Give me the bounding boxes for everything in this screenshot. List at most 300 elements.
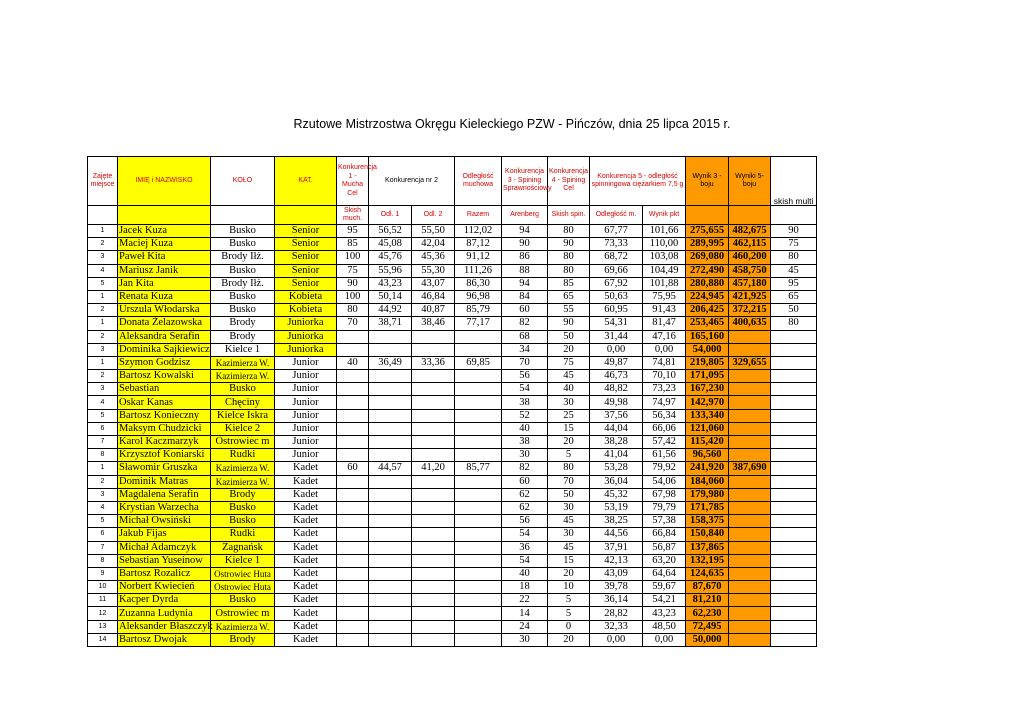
table-cell-odl1 [369, 370, 412, 383]
table-cell-name: Krzysztof Koniarski [118, 449, 211, 462]
table-cell-odl2 [412, 594, 455, 607]
sub-k4: Skish spin. [548, 206, 590, 225]
table-cell-odl1 [369, 396, 412, 409]
table-cell-k5-points: 74,97 [643, 396, 686, 409]
table-cell-extra: 80 [771, 251, 817, 264]
table-cell-k5-points: 64,64 [643, 567, 686, 580]
table-cell-k5-distance: 67,77 [590, 225, 643, 238]
table-cell-name: Zuzanna Ludynia [118, 607, 211, 620]
table-cell-k5-distance: 36,04 [590, 475, 643, 488]
table-cell-razem [455, 436, 502, 449]
table-cell-result-5 [729, 554, 771, 567]
table-row [88, 620, 817, 633]
table-row [88, 238, 817, 251]
table-cell-k4: 80 [548, 251, 590, 264]
table-cell-category: Kadet [275, 607, 337, 620]
table-cell-k5-points: 101,66 [643, 225, 686, 238]
table-cell-name: Urszula Włodarska [118, 304, 211, 317]
table-cell-k1: 90 [337, 277, 369, 290]
table-cell-k5-points: 57,38 [643, 515, 686, 528]
table-row [88, 251, 817, 264]
table-cell-name: Aleksander Błaszczyk [119, 620, 213, 632]
table-cell-result-3: 87,670 [686, 581, 729, 594]
table-cell-k4: 90 [548, 238, 590, 251]
table-cell-category: Junior [275, 436, 337, 449]
table-cell-club: Ostrowiec m [211, 607, 275, 620]
table-cell-k3: 54 [502, 528, 548, 541]
table-cell-razem: 91,12 [455, 251, 502, 264]
table-cell-k3: 84 [502, 290, 548, 303]
table-cell-club: Busko [211, 264, 275, 277]
table-row [88, 515, 817, 528]
table-cell-odl2 [412, 330, 455, 343]
table-cell-place: 1 [88, 317, 118, 330]
table-cell-odl2 [412, 528, 455, 541]
table-cell-result-3: 124,635 [686, 567, 729, 580]
table-cell-extra [771, 567, 817, 580]
table-cell-k5-points: 66,84 [643, 528, 686, 541]
table-cell-k3: 52 [502, 409, 548, 422]
table-cell-extra [771, 488, 817, 501]
table-cell-k1: 80 [337, 304, 369, 317]
table-cell-k3: 18 [502, 581, 548, 594]
table-cell-extra [771, 356, 817, 369]
table-cell-k3: 86 [502, 251, 548, 264]
table-cell-result-3: 253,465 [686, 317, 729, 330]
table-cell-k3: 40 [502, 567, 548, 580]
table-cell-club: Brody Iłż. [211, 277, 275, 290]
table-cell-odl1 [369, 343, 412, 356]
table-cell-razem [455, 515, 502, 528]
table-cell-k1 [337, 330, 369, 343]
table-cell-odl2: 38,46 [412, 317, 455, 330]
table-cell-name: Jan Kita [118, 277, 211, 290]
table-cell-k5-distance: 42,13 [590, 554, 643, 567]
table-cell-club: Busko [211, 383, 275, 396]
table-cell-k4: 80 [548, 462, 590, 475]
table-cell-k4: 80 [548, 264, 590, 277]
table-cell-k3: 38 [502, 396, 548, 409]
table-cell-k5-distance: 37,56 [590, 409, 643, 422]
table-cell-extra [771, 449, 817, 462]
table-cell-result-3: 137,865 [686, 541, 729, 554]
table-cell-club: Brody [211, 317, 275, 330]
table-cell-odl2 [412, 370, 455, 383]
table-cell-k5-distance: 50,63 [590, 290, 643, 303]
table-cell-odl2 [412, 501, 455, 514]
table-cell-k5-distance: 49,98 [590, 396, 643, 409]
sub-k5b: Wynik pkt [643, 206, 686, 225]
header-category: KAT. [275, 157, 337, 206]
table-cell-k1 [337, 409, 369, 422]
table-cell-k5-points: 67,98 [643, 488, 686, 501]
table-cell-k1: 100 [337, 251, 369, 264]
header-club: KOŁO [211, 157, 275, 206]
table-cell-club: Kielce 2 [211, 422, 275, 435]
table-cell-odl1 [369, 330, 412, 343]
table-cell-k5-distance: 41,04 [590, 449, 643, 462]
table-cell-name: Sebastian Yuseinow [118, 554, 211, 567]
sub-k3: Arenberg [502, 206, 548, 225]
table-row [88, 330, 817, 343]
table-cell-k1: 85 [337, 238, 369, 251]
table-cell-category: Senior [275, 264, 337, 277]
table-cell-k1 [337, 343, 369, 356]
table-cell-name: Karol Kaczmarzyk [118, 436, 211, 449]
table-cell-k5-distance: 44,04 [590, 422, 643, 435]
table-cell-k3: 68 [502, 330, 548, 343]
table-cell-odl1 [369, 554, 412, 567]
header-k2-distance: Odległość muchowa [455, 157, 502, 206]
table-cell-result-3: 150,840 [686, 528, 729, 541]
table-cell-k4: 15 [548, 422, 590, 435]
table-cell-odl1: 55,96 [369, 264, 412, 277]
table-cell-result-5 [729, 343, 771, 356]
table-cell-k3: 22 [502, 594, 548, 607]
table-cell-result-3: 165,160 [686, 330, 729, 343]
table-cell-k3: 82 [502, 462, 548, 475]
table-cell-odl2 [412, 541, 455, 554]
table-cell-name: Maciej Kuza [118, 238, 211, 251]
table-cell-k3: 14 [502, 607, 548, 620]
table-cell-category: Senior [275, 238, 337, 251]
table-cell-odl2: 42,04 [412, 238, 455, 251]
table-cell-k5-distance: 39,78 [590, 581, 643, 594]
table-cell-club: Brody [211, 330, 275, 343]
table-cell-odl1: 50,14 [369, 290, 412, 303]
table-cell-k3: 40 [502, 422, 548, 435]
table-cell-k1 [337, 594, 369, 607]
table-row [88, 607, 817, 620]
table-cell-k1: 95 [337, 225, 369, 238]
table-cell-extra [771, 501, 817, 514]
table-cell-result-5 [729, 409, 771, 422]
table-row [88, 594, 817, 607]
table-cell-k5-points: 54,06 [643, 475, 686, 488]
table-row [88, 462, 817, 475]
table-cell-category: Juniorka [275, 343, 337, 356]
table-cell-result-5 [729, 567, 771, 580]
table-cell-place: 5 [88, 409, 118, 422]
table-cell-odl2: 45,36 [412, 251, 455, 264]
table-cell-result-3: 275,655 [686, 225, 729, 238]
table-cell-razem [455, 541, 502, 554]
table-cell-category: Kadet [275, 515, 337, 528]
table-cell-k3: 54 [502, 554, 548, 567]
table-cell-k4: 85 [548, 277, 590, 290]
table-cell-category: Kadet [275, 620, 337, 633]
table-cell-extra: 45 [771, 264, 817, 277]
table-cell-k5-points: 74,81 [643, 356, 686, 369]
table-cell-extra [771, 515, 817, 528]
table-cell-category: Kadet [275, 594, 337, 607]
table-cell-k3: 70 [502, 356, 548, 369]
table-cell-odl1: 45,76 [369, 251, 412, 264]
table-cell-k1 [337, 541, 369, 554]
table-cell-result-5 [729, 383, 771, 396]
table-row [88, 383, 817, 396]
table-cell-place: 4 [88, 396, 118, 409]
table-cell-category: Kadet [275, 581, 337, 594]
table-cell-k5-distance: 32,33 [590, 620, 643, 633]
table-row [88, 528, 817, 541]
table-cell-name: Jakub Fijas [118, 528, 211, 541]
table-cell-k5-points: 57,42 [643, 436, 686, 449]
table-cell-k5-distance: 0,00 [590, 633, 643, 646]
table-cell-result-5 [729, 330, 771, 343]
table-cell-k4: 45 [548, 541, 590, 554]
table-cell-k5-points: 56,34 [643, 409, 686, 422]
table-cell-odl2 [412, 449, 455, 462]
table-cell-place: 7 [88, 436, 118, 449]
table-cell-k5-points: 43,23 [643, 607, 686, 620]
table-row [88, 501, 817, 514]
table-cell-k5-distance: 49,87 [590, 356, 643, 369]
table-cell-k1 [337, 370, 369, 383]
table-cell-result-3: 171,095 [686, 370, 729, 383]
table-cell-odl2 [412, 409, 455, 422]
table-cell-k4: 15 [548, 554, 590, 567]
table-cell-k3: 82 [502, 317, 548, 330]
table-cell-k1 [337, 436, 369, 449]
table-cell-result-3: 241,920 [686, 462, 729, 475]
table-cell-k4: 50 [548, 488, 590, 501]
table-cell-razem: 86,30 [455, 277, 502, 290]
table-cell-extra: 95 [771, 277, 817, 290]
table-cell-extra [771, 541, 817, 554]
table-cell-name: Bartosz Konieczny [118, 409, 211, 422]
table-cell-name: Paweł Kita [118, 251, 211, 264]
table-cell-place: 12 [88, 607, 118, 620]
table-cell-k4: 45 [548, 515, 590, 528]
table-cell-name: Mariusz Janik [118, 264, 211, 277]
table-cell-category: Senior [275, 277, 337, 290]
table-cell-razem [455, 396, 502, 409]
table-cell-k3: 88 [502, 264, 548, 277]
table-cell-k5-points: 79,92 [643, 462, 686, 475]
table-cell-category: Junior [275, 422, 337, 435]
table-cell-k1 [337, 488, 369, 501]
table-row [88, 277, 817, 290]
table-cell-result-3: 224,945 [686, 290, 729, 303]
table-cell-result-5 [729, 475, 771, 488]
table-cell-k4: 30 [548, 528, 590, 541]
table-cell-k3: 94 [502, 225, 548, 238]
table-cell-result-5 [729, 541, 771, 554]
table-cell-name: Bartosz Kowalski [118, 370, 211, 383]
table-cell-k1 [337, 567, 369, 580]
table-cell-club: Busko [211, 238, 275, 251]
table-cell-place: 3 [88, 251, 118, 264]
table-cell-k5-points: 73,23 [643, 383, 686, 396]
table-cell-extra [771, 607, 817, 620]
table-cell-k5-distance: 69,66 [590, 264, 643, 277]
subheader-row [88, 206, 817, 225]
table-cell-k5-points: 81,47 [643, 317, 686, 330]
table-cell-result-5 [729, 422, 771, 435]
header-k3: Konkurencja 3 - Spining Sprawnościowy [502, 157, 548, 206]
table-cell-place: 2 [88, 304, 118, 317]
table-cell-extra [771, 330, 817, 343]
table-cell-category: Kadet [275, 528, 337, 541]
table-cell-k4: 90 [548, 317, 590, 330]
table-cell-k5-distance: 60,95 [590, 304, 643, 317]
table-cell-k1: 60 [337, 462, 369, 475]
table-cell-odl2 [412, 396, 455, 409]
table-cell-razem [455, 449, 502, 462]
table-cell-k1 [337, 449, 369, 462]
table-cell-k4: 20 [548, 436, 590, 449]
table-cell-extra [771, 462, 817, 475]
table-cell-club: Busko [211, 304, 275, 317]
table-cell-k3: 36 [502, 541, 548, 554]
table-cell-place: 11 [88, 594, 118, 607]
table-cell-odl1 [369, 607, 412, 620]
table-cell-club: Rudki [211, 449, 275, 462]
page-title: Rzutowe Mistrzostwa Okręgu Kieleckiego PZW - Pińczów, dnia 25 lipca 2015 r. [293, 117, 731, 131]
table-cell-name: Sławomir Gruszka [118, 462, 211, 475]
table-cell-result-3: 72,495 [686, 620, 729, 633]
table-cell-k4: 20 [548, 567, 590, 580]
table-cell-place: 14 [88, 633, 118, 646]
table-cell-odl2 [412, 581, 455, 594]
table-row [88, 581, 817, 594]
table-cell-k4: 45 [548, 370, 590, 383]
table-cell-club: Busko [211, 501, 275, 514]
table-row [88, 475, 817, 488]
table-cell-odl2 [412, 515, 455, 528]
table-cell-k3: 54 [502, 383, 548, 396]
table-cell-place: 10 [88, 581, 118, 594]
results-table [87, 156, 817, 647]
table-cell-odl1 [369, 488, 412, 501]
table-cell-k5-points: 0,00 [643, 343, 686, 356]
table-cell-category: Senior [275, 251, 337, 264]
table-cell-club: Kielce 1 [211, 554, 275, 567]
sub-k2a: Odl. 1 [369, 206, 412, 225]
table-cell-category: Junior [275, 449, 337, 462]
table-cell-category: Kadet [275, 488, 337, 501]
table-cell-odl1 [369, 436, 412, 449]
table-cell-extra [771, 343, 817, 356]
table-cell-k4: 20 [548, 343, 590, 356]
table-cell-k1 [337, 383, 369, 396]
table-cell-k5-distance: 68,72 [590, 251, 643, 264]
table-cell-k3: 30 [502, 633, 548, 646]
table-cell-k3: 56 [502, 370, 548, 383]
table-cell-k5-points: 104,49 [643, 264, 686, 277]
table-cell-odl1: 38,71 [369, 317, 412, 330]
table-cell-result-3: 280,880 [686, 277, 729, 290]
table-cell-k4: 75 [548, 356, 590, 369]
table-cell-odl1 [369, 541, 412, 554]
table-cell-club: Kazimierza W. [211, 462, 275, 475]
table-row [88, 396, 817, 409]
table-cell-k3: 90 [502, 238, 548, 251]
table-cell-k5-distance: 48,82 [590, 383, 643, 396]
table-cell-place: 5 [88, 277, 118, 290]
table-cell-name: Kacper Dyrda [118, 594, 211, 607]
table-cell-club: Busko [211, 225, 275, 238]
header-k5: Konkurencja 5 - odległość spinningowa ciężarkiem 7,5 g [590, 157, 686, 206]
table-cell-k5-distance: 37,91 [590, 541, 643, 554]
table-cell-extra: 50 [771, 304, 817, 317]
table-cell-k1 [337, 422, 369, 435]
table-cell-name: Norbert Kwiecień [118, 581, 211, 594]
table-cell-name: Aleksandra Serafin [118, 330, 211, 343]
table-cell-k5-distance: 54,31 [590, 317, 643, 330]
table-cell-razem: 96,98 [455, 290, 502, 303]
table-cell-k1 [337, 620, 369, 633]
table-row [88, 304, 817, 317]
table-cell-place: 9 [88, 567, 118, 580]
table-cell-razem [455, 554, 502, 567]
sub-k2b: Odl. 2 [412, 206, 455, 225]
table-cell-odl1: 43,23 [369, 277, 412, 290]
table-cell-odl1 [369, 515, 412, 528]
table-cell-k5-distance: 53,28 [590, 462, 643, 475]
table-cell-name: Sebastian [118, 383, 211, 396]
header-extra: skish multi [771, 157, 817, 206]
table-cell-razem: 111,26 [455, 264, 502, 277]
table-cell-result-5: 482,675 [729, 225, 771, 238]
table-cell-category: Kobieta [275, 304, 337, 317]
table-cell-extra [771, 422, 817, 435]
table-cell-k1 [337, 554, 369, 567]
table-cell-k5-points: 79,79 [643, 501, 686, 514]
table-cell-odl1 [369, 475, 412, 488]
table-cell-place: 2 [88, 330, 118, 343]
table-cell-result-5 [729, 396, 771, 409]
table-cell-k3: 56 [502, 515, 548, 528]
header-k4: Konkurencja 4 - Spining Cel [548, 157, 590, 206]
table-row [88, 541, 817, 554]
table-cell-odl1 [369, 581, 412, 594]
table-cell-k5-points: 48,50 [643, 620, 686, 633]
table-cell-place: 2 [88, 238, 118, 251]
table-cell-name: Michał Owsiński [118, 515, 211, 528]
table-cell-club: Brody Iłż. [211, 251, 275, 264]
table-cell-club: Kazimierza W. [211, 620, 275, 633]
table-row [88, 409, 817, 422]
table-cell-club: Ostrowiec Huta [211, 581, 275, 594]
table-cell-result-3: 272,490 [686, 264, 729, 277]
table-cell-place: 3 [88, 383, 118, 396]
table-cell-odl2: 41,20 [412, 462, 455, 475]
table-cell-razem [455, 528, 502, 541]
table-cell-k4: 40 [548, 383, 590, 396]
table-cell-name: Magdalena Serafin [118, 488, 211, 501]
table-cell-k4: 50 [548, 330, 590, 343]
table-cell-result-3: 219,805 [686, 356, 729, 369]
table-cell-k5-distance: 36,14 [590, 594, 643, 607]
table-cell-category: Juniorka [275, 330, 337, 343]
table-cell-razem: 112,02 [455, 225, 502, 238]
table-row [88, 225, 817, 238]
table-cell-category: Senior [275, 225, 337, 238]
table-cell-club: Rudki [211, 528, 275, 541]
header-k2: Konkurencja nr 2 [369, 157, 455, 206]
table-cell-result-3: 289,995 [686, 238, 729, 251]
header-result-5: Wyniki 5-boju [729, 157, 771, 206]
table-cell-place: 3 [88, 343, 118, 356]
table-cell-k5-points: 66,06 [643, 422, 686, 435]
table-cell-k1: 40 [337, 356, 369, 369]
table-cell-extra: 80 [771, 317, 817, 330]
table-cell-odl2 [412, 607, 455, 620]
table-cell-k5-distance: 44,56 [590, 528, 643, 541]
table-cell-result-3: 50,000 [686, 633, 729, 646]
